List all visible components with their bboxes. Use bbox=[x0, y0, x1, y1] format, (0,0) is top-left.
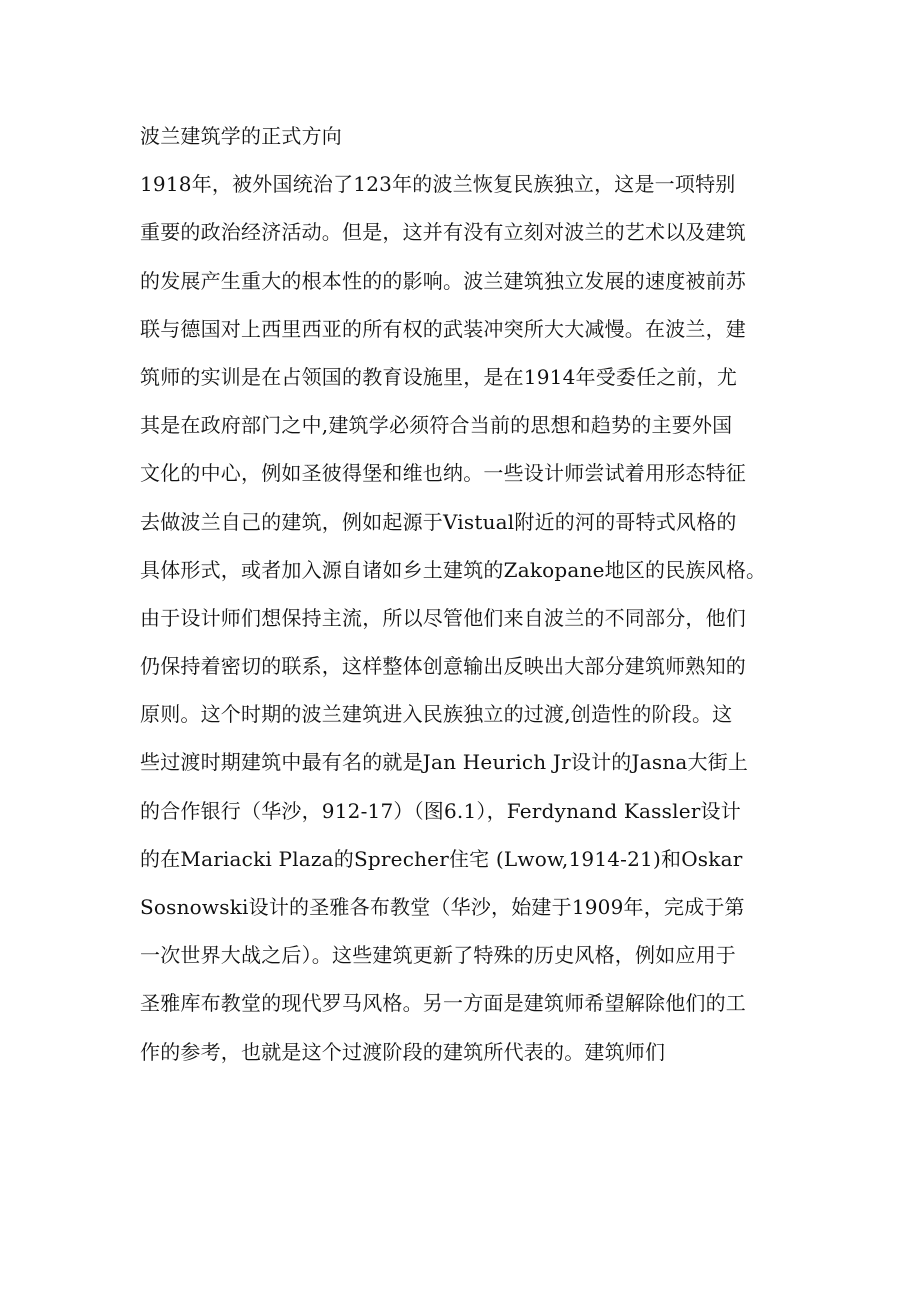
text-line: 原则。这个时期的波兰建筑进入民族独立的过渡,创造性的阶段。这 bbox=[140, 702, 733, 727]
text-line: 作的参考，也就是这个过渡阶段的建筑所代表的。建筑师们 bbox=[140, 1039, 666, 1064]
text-line: 其是在政府部门之中,建筑学必须符合当前的思想和趋势的主要外国 bbox=[140, 413, 733, 438]
document-title: 波兰建筑学的正式方向 bbox=[140, 124, 342, 148]
text-line: 具体形式，或者加入源自诸如乡土建筑的Zakopane地区的民族风格。 bbox=[140, 557, 767, 582]
text-line: 的在Mariacki Plaza的Sprecher住宅 (Lwow,1914-21)和Oskar bbox=[140, 846, 743, 871]
text-line: 筑师的实训是在占领国的教育设施里，是在1914年受委任之前，尤 bbox=[140, 364, 738, 389]
document-body bbox=[140, 116, 790, 1080]
text-line: 一次世界大战之后）。这些建筑更新了特殊的历史风格，例如应用于 bbox=[140, 943, 736, 968]
text-line: 联与德国对上西里西亚的所有权的武装冲突所大大减慢。在波兰，建 bbox=[140, 316, 746, 341]
text-line: 仍保持着密切的联系，这样整体创意输出反映出大部分建筑师熟知的 bbox=[140, 654, 746, 679]
text-line: 的发展产生重大的根本性的的影响。波兰建筑独立发展的速度被前苏 bbox=[140, 268, 746, 293]
text-line: 1918年，被外国统治了123年的波兰恢复民族独立，这是一项特别 bbox=[140, 172, 736, 197]
text-line: 去做波兰自己的建筑，例如起源于Vistual附近的河的哥特式风格的 bbox=[140, 509, 737, 534]
text-line: 的合作银行（华沙，912-17）（图6.1），Ferdynand Kassler设计 bbox=[140, 798, 741, 823]
text-line: 由于设计师们想保持主流，所以尽管他们来自波兰的不同部分，他们 bbox=[140, 605, 746, 630]
text-line: Sosnowski设计的圣雅各布教堂（华沙，始建于1909年，完成于第 bbox=[140, 895, 745, 919]
text-line: 些过渡时期建筑中最有名的就是Jan Heurich Jr设计的Jasna大街上 bbox=[140, 750, 749, 775]
text-line: 圣雅库布教堂的现代罗马风格。另一方面是建筑师希望解除他们的工 bbox=[140, 991, 746, 1016]
text-line: 重要的政治经济活动。但是，这并有没有立刻对波兰的艺术以及建筑 bbox=[140, 220, 746, 245]
text-line: 文化的中心，例如圣彼得堡和维也纳。一些设计师尝试着用形态特征 bbox=[140, 461, 746, 486]
